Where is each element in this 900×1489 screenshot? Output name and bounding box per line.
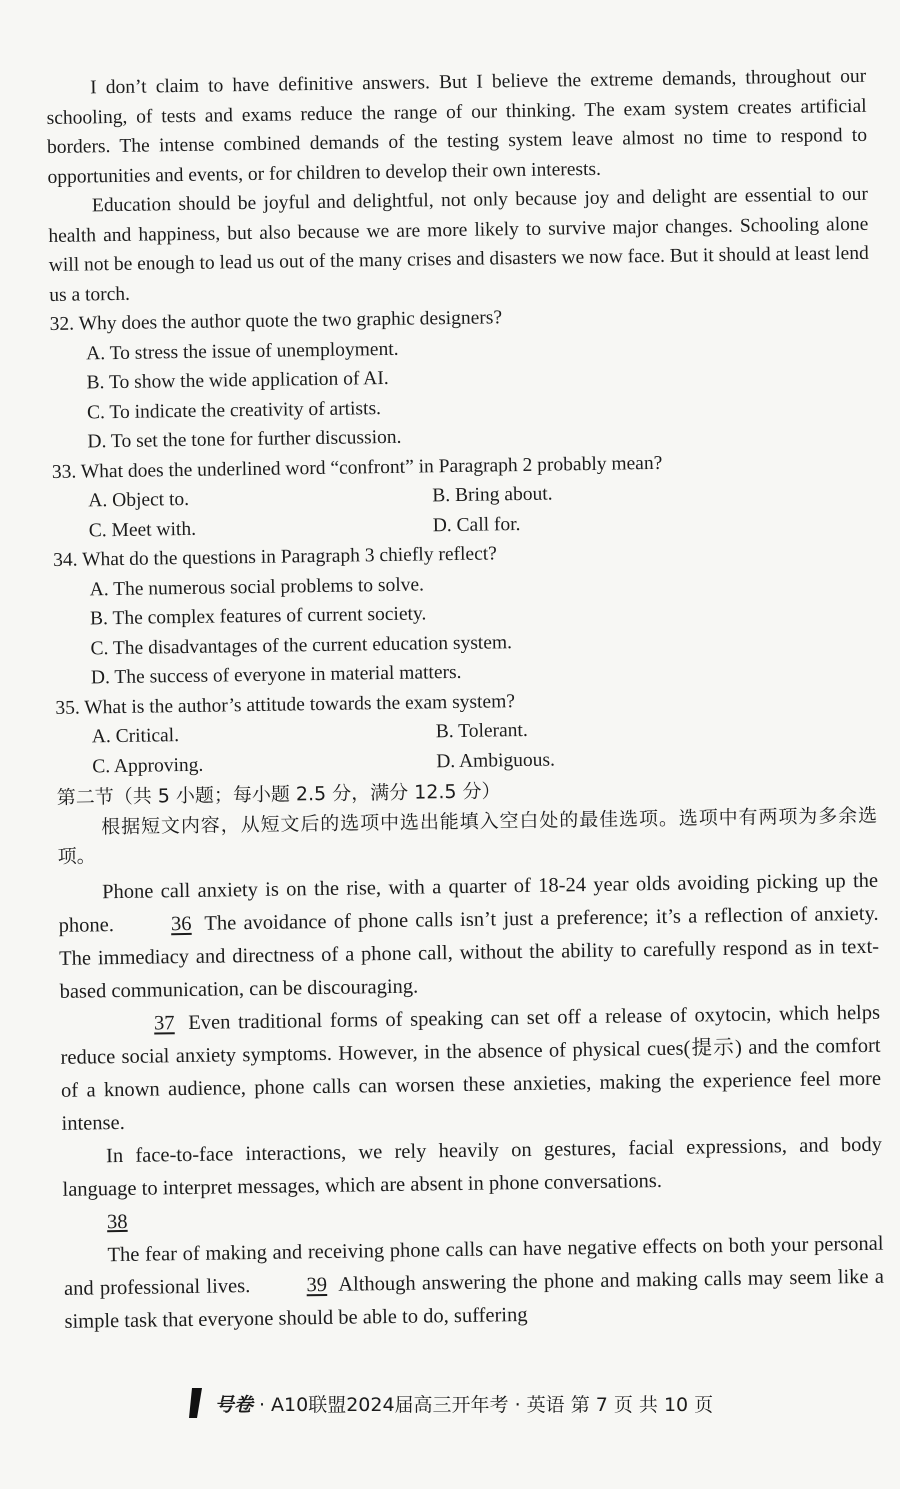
passage-text: In face-to-face interactions, we rely heavily on gestures, facial expressions, and body language to interpret messages, which are absent in phone conversations. <box>62 1133 883 1201</box>
option-c: C. Approving. <box>92 754 204 777</box>
brand-logo-icon <box>187 1386 205 1425</box>
passage1-paragraph: Education should be joyful and delightful, not only because joy and delight are essential to our health and happiness, but also because we are more likely to survive major changes. Schooling alone will not be enough to lead us out of the many crises and disasters we now face. But it should at least lend us a torch. <box>48 183 869 306</box>
passage-text: The avoidance of phone calls isn’t just a preference; it’s a reflection of anxiety. The immediacy and directness of a phone call, without the ability to carefully respond as in text-based communication, can be discouraging. <box>58 902 880 1003</box>
passage-text: Phone call anxiety is on the rise, with a quarter of 18-24 year olds avoiding picking up the phone. <box>58 869 879 937</box>
section-instruction: 根据短文内容，从短文后的选项中选出能填入空白处的最佳选项。选项中有两项为多余选项。 <box>57 804 878 868</box>
question-stem: 33. What does the underlined word “confront” in Paragraph 2 probably mean? <box>51 452 663 483</box>
passage2 <box>58 864 885 1338</box>
question-33 <box>52 445 873 546</box>
passage2-paragraph-1 <box>58 864 880 1008</box>
question-32 <box>50 298 872 458</box>
passage-text: Even traditional forms of speaking can set off a release of oxytocin, which helps reduce social anxiety symptoms. However, in the absence of physical cues(提示) and the comfort of a known audience, phone calls can worsen these anxieties, making the experience feel more intense. <box>60 1001 882 1135</box>
option-c: C. The disadvantages of the current education system. <box>90 631 513 659</box>
option-b: B. Bring about. <box>432 483 553 507</box>
option-b: B. The complex features of current society. <box>89 603 427 630</box>
blank-39: 39 <box>306 1273 328 1296</box>
passage1-paragraph: I don’t claim to have definitive answers. But I believe the extreme demands, throughout our schooling, of tests and exams reduce the range of our thinking. The exam system creates artificial borders. The intense combined demands of the testing system leave almost no time to respond to opportunities and events, or for children to develop their own interests. <box>46 65 868 188</box>
option-c: C. To indicate the creativity of artists. <box>86 397 382 423</box>
option-b: B. To show the wide application of AI. <box>86 367 389 394</box>
question-34 <box>53 534 875 694</box>
option-b: B. Tolerant. <box>435 719 528 743</box>
passage-text: The fear of making and receiving phone calls can have negative effects on both your personal and professional lives. <box>63 1232 884 1300</box>
page-footer <box>0 1386 900 1425</box>
option-a: A. Object to. <box>88 488 190 512</box>
question-stem: 32. Why does the author quote the two graphic designers? <box>49 307 503 335</box>
page-content <box>46 62 885 1339</box>
passage2-paragraph-2 <box>60 996 882 1140</box>
brand-name: 号卷 <box>214 1394 253 1416</box>
question-35 <box>55 681 876 782</box>
option-c: C. Meet with. <box>88 518 197 541</box>
option-d: D. Call for. <box>432 513 521 536</box>
passage2-paragraph-3 <box>62 1128 883 1239</box>
option-a: A. The numerous social problems to solve. <box>89 573 425 600</box>
option-a: A. To stress the issue of unemployment. <box>85 338 399 364</box>
blank-37: 37 <box>153 1011 175 1034</box>
section-title: 第二节（共 5 小题；每小题 2.5 分，满分 12.5 分） <box>56 780 501 809</box>
option-d: D. To set the tone for further discussion. <box>87 426 402 453</box>
footer-text: · A10联盟2024届高三开年考 · 英语 第 7 页 共 10 页 <box>258 1394 714 1416</box>
option-d: D. Ambiguous. <box>436 749 556 772</box>
question-stem: 34. What do the questions in Paragraph 3 chiefly reflect? <box>53 543 497 571</box>
blank-38: 38 <box>106 1210 128 1233</box>
question-stem: 35. What is the author’s attitude towards the exam system? <box>55 690 516 719</box>
option-d: D. The success of everyone in material matters. <box>90 661 462 689</box>
blank-36: 36 <box>170 912 192 935</box>
passage-text: Although answering the phone and making calls may seem like a simple task that everyone should be able to do, suffering <box>64 1265 885 1333</box>
option-a: A. Critical. <box>91 725 180 748</box>
passage2-paragraph-4 <box>63 1227 884 1338</box>
